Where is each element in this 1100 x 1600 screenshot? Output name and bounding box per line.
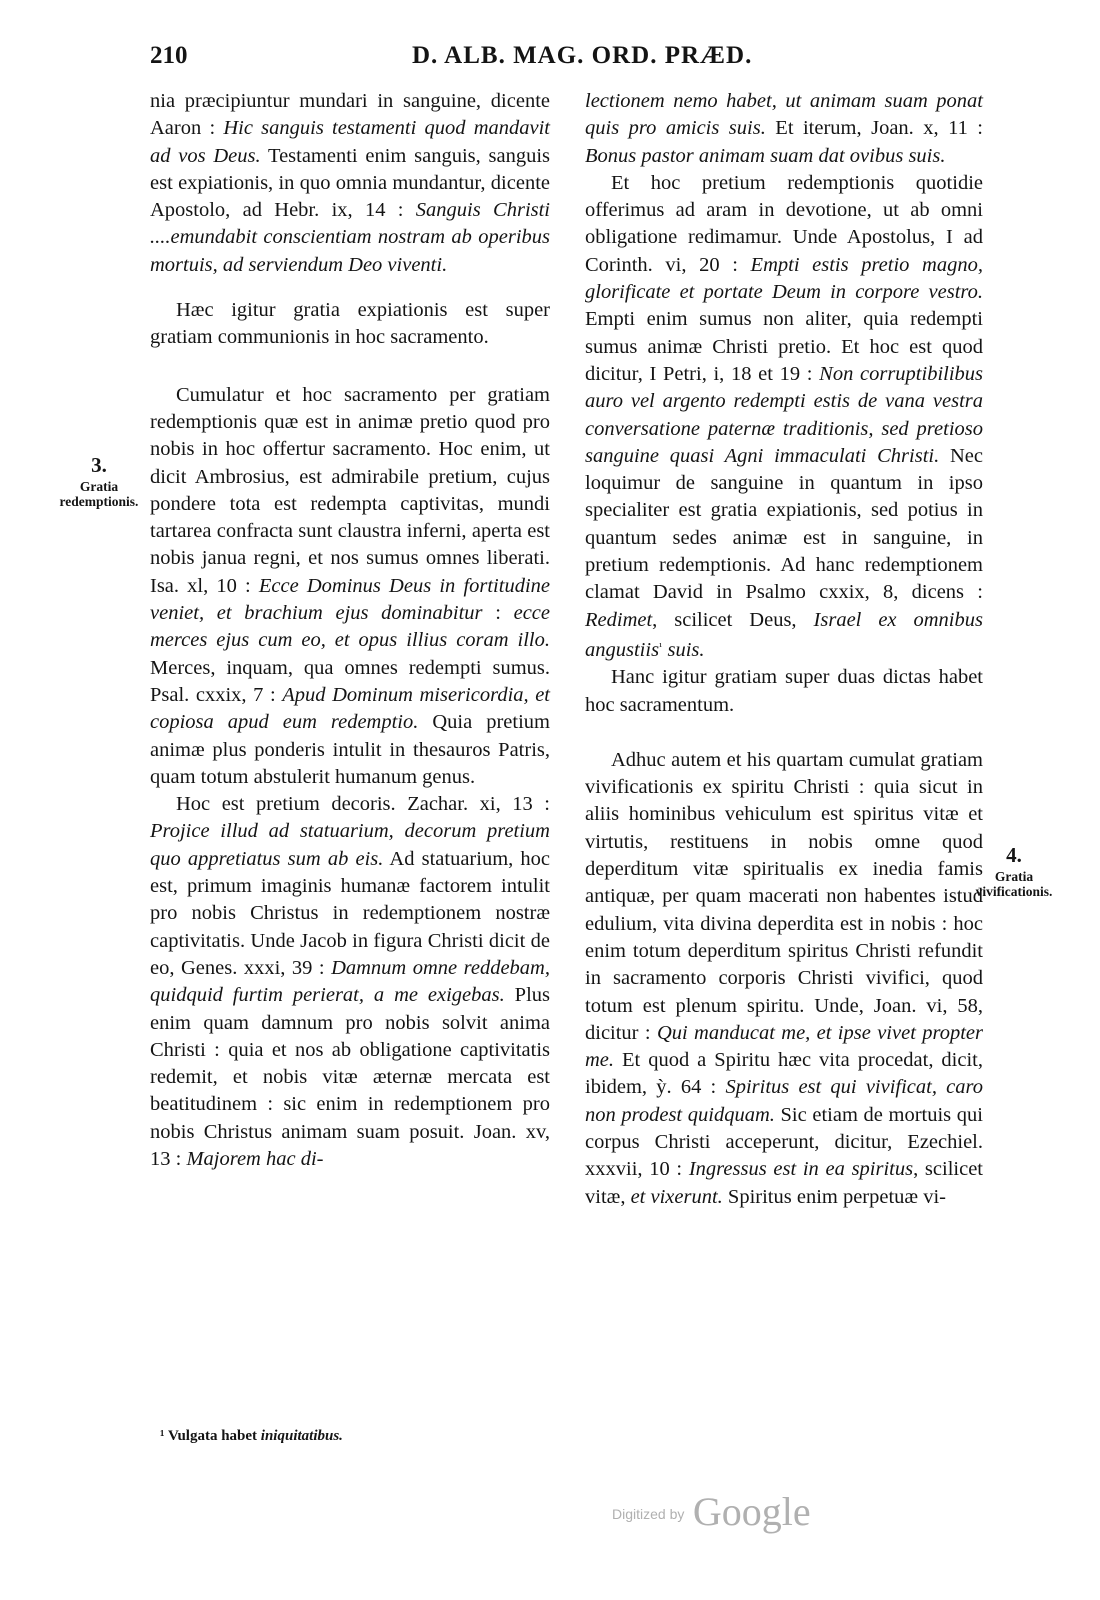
running-head: D. ALB. MAG. ORD. PRÆD. xyxy=(412,42,753,69)
footnote-ref: ¹ xyxy=(659,640,663,653)
italic-text: Qui manducat me, et ipse vivet propter me. xyxy=(585,1021,983,1072)
paragraph xyxy=(150,382,550,791)
text-run: Testamenti enim sanguis, sanguis est expiationis, in quo omnia mundantur, dicente Apostolo, ad Hebr. ix, 14 : xyxy=(150,144,550,222)
italic-text: Apud Dominum misericordia, et copiosa apud eum redemptio. xyxy=(150,683,551,734)
paragraph xyxy=(585,170,983,664)
digitized-by-text: Digitized by xyxy=(612,1506,685,1522)
paragraph xyxy=(585,88,983,170)
italic-text: Bonus pastor animam suam dat ovibus suis. xyxy=(585,144,946,167)
footnote-italic: iniquitatibus. xyxy=(260,1428,343,1444)
text-run: Et iterum, Joan. x, 11 : xyxy=(765,117,983,140)
left-column xyxy=(150,88,550,1173)
text-run: Spiritus enim perpetuæ vi- xyxy=(722,1185,946,1208)
digitized-watermark xyxy=(612,1488,811,1535)
italic-text: Ecce Dominus Deus in fortitudine veniet, et brachium ejus dominabitur xyxy=(150,574,550,625)
footnote xyxy=(160,1428,343,1445)
google-logo: Google xyxy=(692,1489,811,1534)
paragraph xyxy=(150,791,550,1173)
footnote-text: Vulgata habet xyxy=(167,1428,261,1444)
text-run: Empti enim sumus non aliter, quia redempti sumus animæ Christi pretio. Et hoc est quod dicitur, I Petri, i, 18 et 19 : xyxy=(585,308,983,385)
italic-text: Empti estis pretio magno, glorificate et portate Deum in corpore vestro. xyxy=(585,253,983,304)
footnote-mark: ¹ xyxy=(160,1428,165,1444)
page-number: 210 xyxy=(150,42,188,69)
text-run: Et hoc pretium redemptionis quotidie offerimus ad aram in devotione, ut ab omni obligatione redimamur. Unde Apostolus, I ad Corinth. vi, 20 : xyxy=(585,171,983,276)
italic-text: lectionem nemo habet, ut animam suam ponat quis pro amicis suis. xyxy=(585,90,983,140)
italic-text: Non corruptibilibus auro vel argento redempti estis de vana vestra conversatione paternæ traditionis, sed pretioso sanguine quasi Agni immaculati Christi. xyxy=(585,362,984,467)
italic-text: Israel ex omnibus angustiis xyxy=(585,608,983,661)
italic-text: Majorem hac di- xyxy=(186,1147,324,1170)
text-run: Plus enim quam damnum pro nobis solvit anima Christi : quia et nos ab obligatione captivitatis redemit, et nobis vitæ æternæ mercata est beatitudinem : sic enim in redemptionem pro nobis Christus animam suam posuit. Joan. xv, 13 : xyxy=(150,984,550,1170)
italic-text: et vixerunt. xyxy=(630,1185,723,1208)
paragraph xyxy=(150,88,550,279)
text-run: Ad statuarium, hoc est, primum imaginis humanæ factorem intulit pro nobis Christus in redemptionem nostræ captivitatis. Unde Jacob in figura Christi dicit de eo, Genes. xxxi, 39 : xyxy=(150,847,551,979)
page-header xyxy=(150,42,970,76)
text-run: Merces, inquam, qua omnes redempti sumus. Psal. cxxix, 7 : xyxy=(150,656,550,706)
margin-note-number: 3. xyxy=(91,453,107,477)
italic-text: suis. xyxy=(662,638,705,661)
text-run: , scilicet Deus, xyxy=(652,608,814,631)
text-run: Adhuc autem et his quartam cumulat gratiam vivificationis ex spiritu Christi : quia sicut in aliis hominibus vehiculum est spiritus vitæ et virtutis, restituens in nobis omne quod deperditum vitæ spiritualis ex inedia famis antiquæ, per quam macerati non habentes istud edulium, vita divina deperdita est in nobis : hoc enim totum deperditum spiritus Christi refundit in sacramento corporis Christi vivifici, quod totum est plenum spiritu. Unde, Joan. vi, 58, dicitur : xyxy=(585,748,983,1044)
italic-text: ecce merces ejus cum eo, et opus illius coram illo. xyxy=(150,602,551,652)
italic-text: Projice illud ad statuarium, decorum pretium quo appretiatus sum ab eis. xyxy=(150,820,550,870)
italic-text: Damnum omne reddebam, quidquid furtim perierat, a me exigebas. xyxy=(150,956,550,1007)
margin-note-number: 4. xyxy=(1006,843,1022,867)
italic-text: Hic sanguis testamenti quod mandavit ad vos Deus. xyxy=(150,117,550,167)
margin-note-label: Gratia vivificationis. xyxy=(975,869,1053,899)
paragraph: Hæc igitur gratia expiationis est super gratiam communionis in hoc sacramento. xyxy=(150,299,550,349)
text-run: , scilicet vitæ, xyxy=(585,1158,983,1208)
text-run: Quia pretium animæ plus ponderis intulit in thesauros Patris, quam totum abstulerit humanum genus. xyxy=(150,711,550,788)
italic-text: Ingressus est in ea spiritus xyxy=(688,1158,914,1181)
paragraph xyxy=(585,747,983,1211)
text-run: Cumulatur et hoc sacramento per gratiam redemptionis quæ est in animæ pretio quod pro nobis in hoc offertur sacramento. Hoc enim, ut dicit Ambrosius, est admirabile pretium, cujus pondere tota est redempta captivitas, mundi tartarea confracta sunt claustra inferni, aperta est nobis janua regni, et nos sumus omnes liberati. Isa. xl, 10 : xyxy=(150,383,550,597)
text-run: Et quod a Spiritu hæc vita procedat, dicit, ibidem, ỳ. 64 : xyxy=(585,1049,983,1099)
italic-text: Spiritus est qui vivificat, caro non prodest quidquam. xyxy=(585,1076,983,1126)
text-run: Hoc est pretium decoris. Zachar. xi, 13 : xyxy=(176,793,550,816)
paragraph: Hanc igitur gratiam super duas dictas habet hoc sacramentum. xyxy=(585,666,983,716)
italic-text: Sanguis Christi ....emundabit conscientiam nostram ab operibus mortuis, ad serviendum Deo viventi. xyxy=(150,199,551,276)
text-run: Sic etiam de mortuis qui corpus Christi acceperunt, dicitur, Ezechiel. xxxvii, 10 : xyxy=(585,1103,983,1181)
text-run: nia præcipiuntur mundari in sanguine, dicente Aaron : xyxy=(150,90,550,140)
text-run: : xyxy=(482,602,514,625)
margin-note-label: Gratia redemptionis. xyxy=(59,479,139,509)
right-column xyxy=(585,88,983,1211)
italic-text: Redimet xyxy=(585,608,653,631)
margin-note-left xyxy=(58,453,140,509)
text-run: Nec loquimur de sanguine in quantum in ipso specialiter est gratia expiationis, sed potius in quantum sedes animæ est in sanguine, in pretium redemptionis. Ad hanc redemptionem clamat David in Psalmo cxxix, 8, dicens : xyxy=(585,444,983,604)
